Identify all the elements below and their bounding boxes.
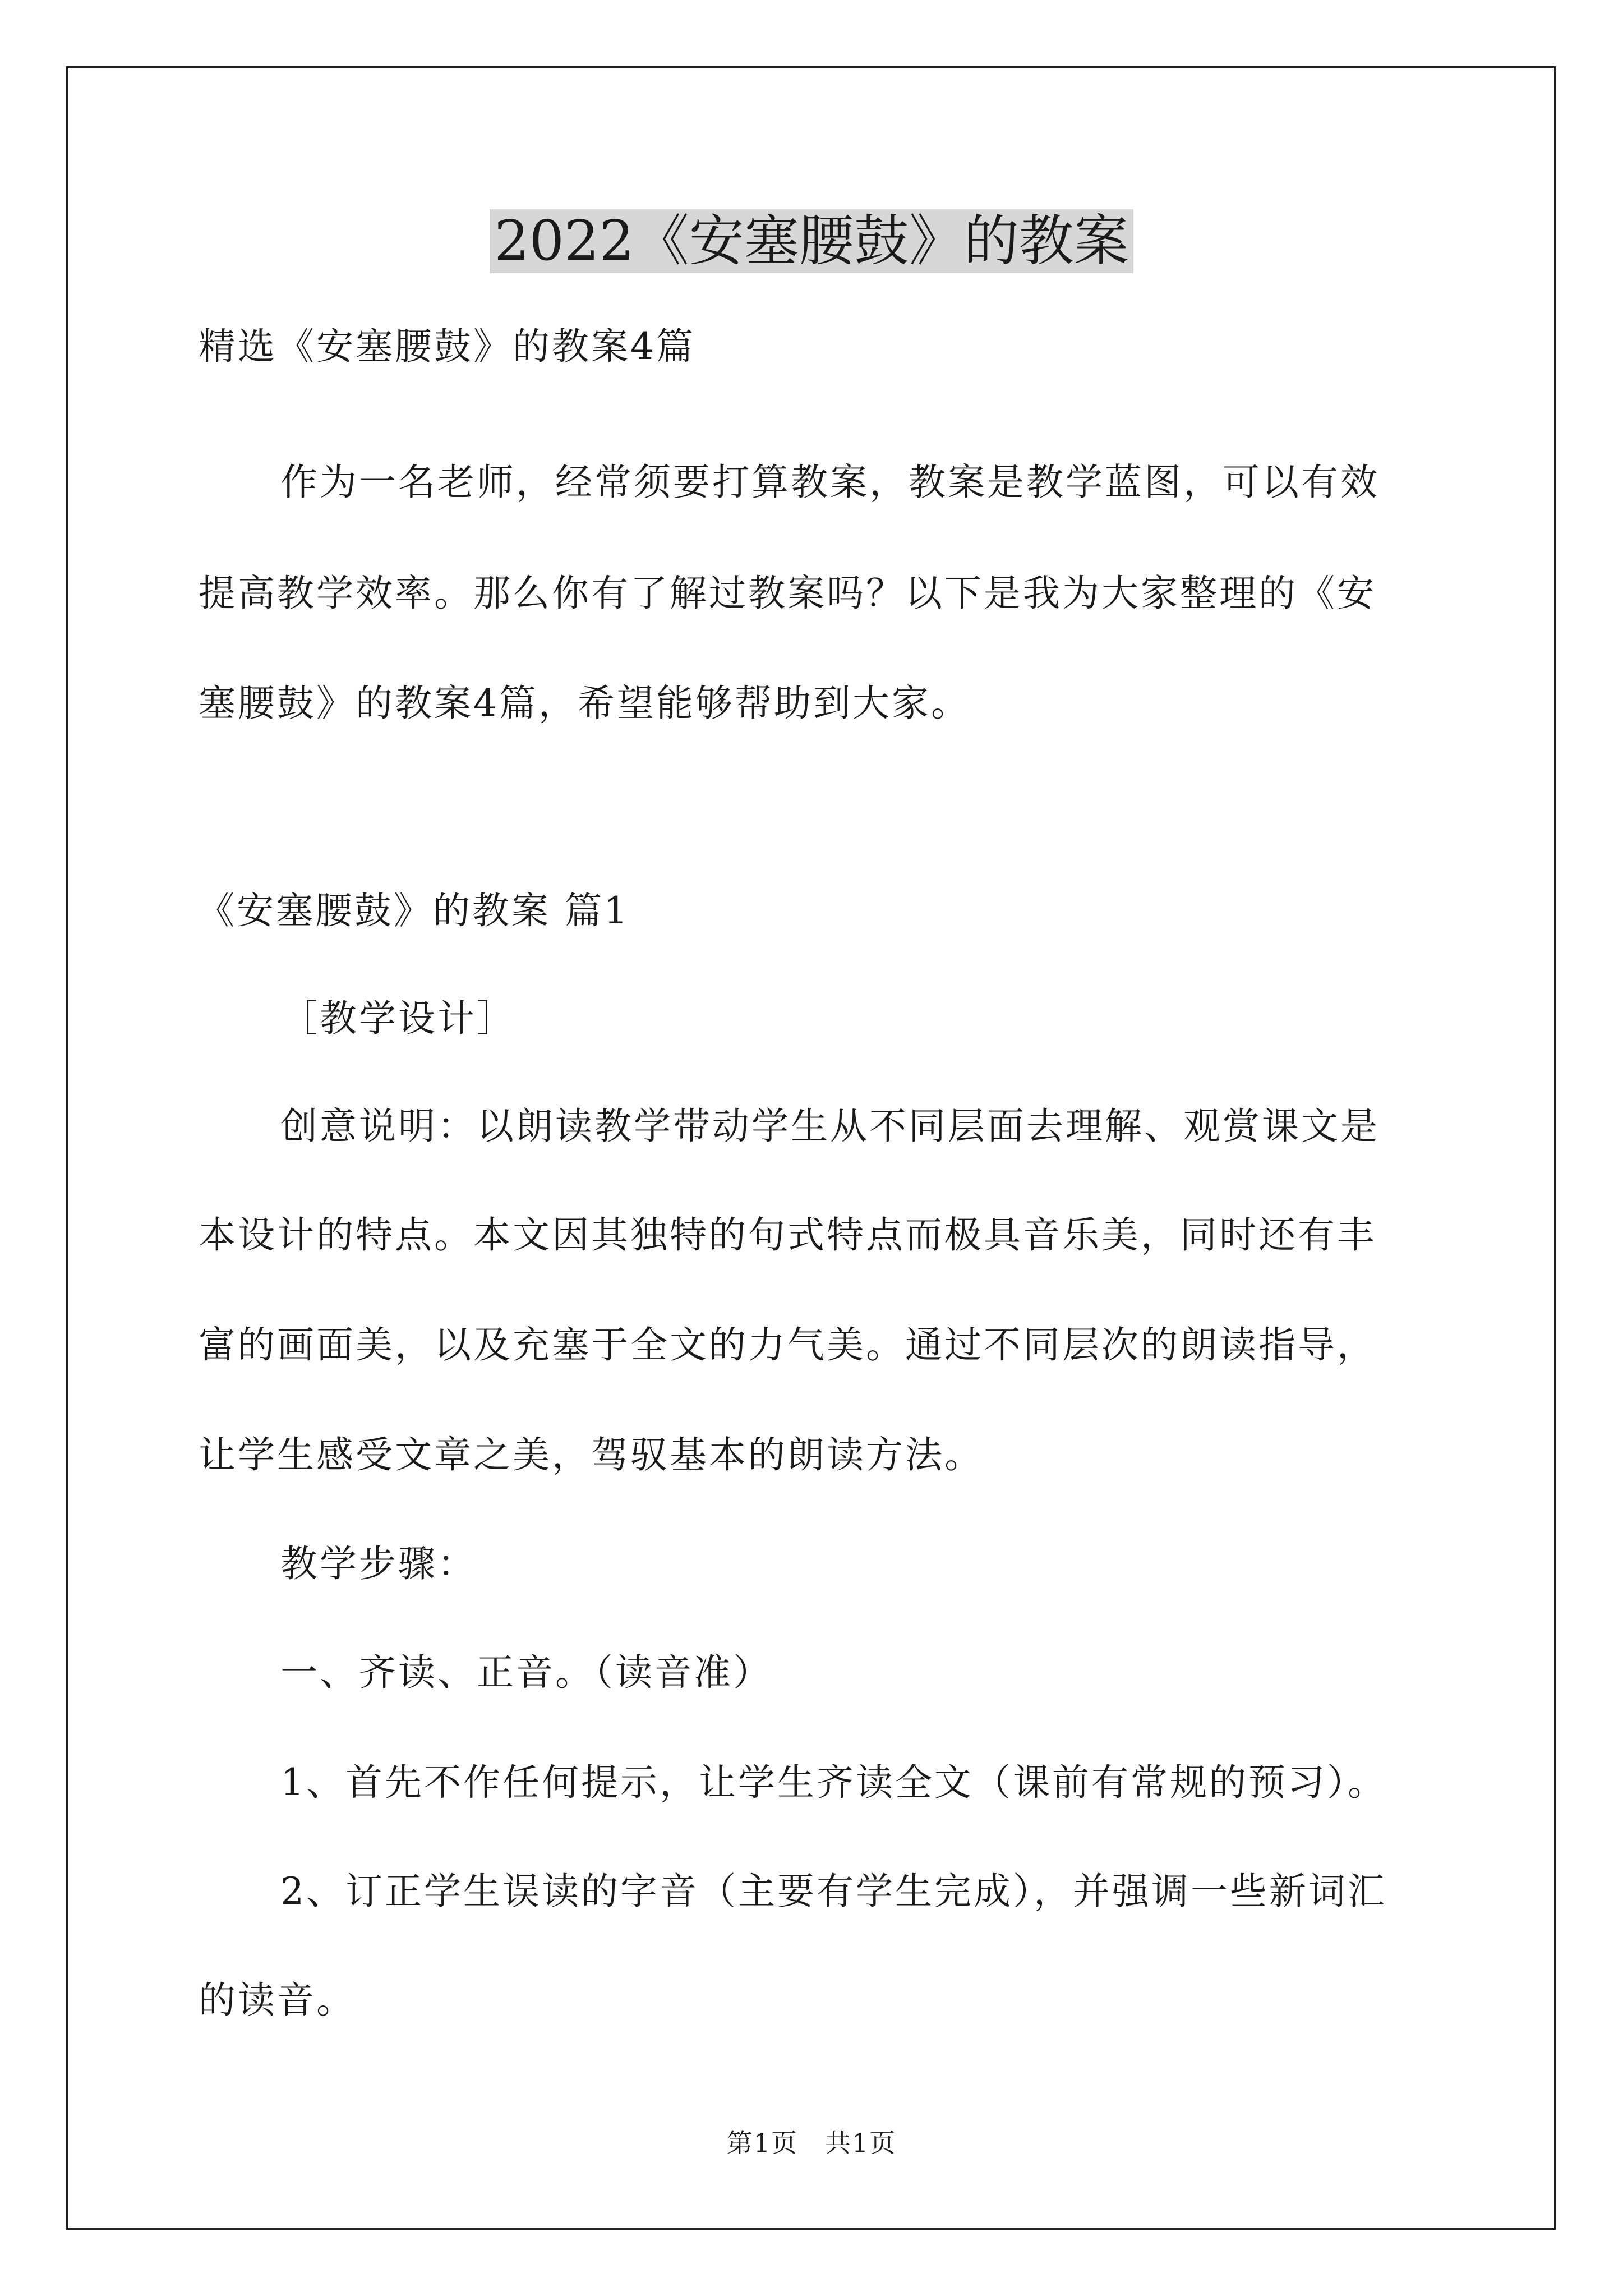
creative-line-2: 本设计的特点。本文因其独特的句式特点而极具音乐美，同时还有丰 (199, 1213, 1376, 1257)
page-footer: 第1页 共1页 (726, 2128, 897, 2158)
intro-line-1: 作为一名老师，经常须要打算教案，教案是教学蓝图，可以有效 (280, 461, 1380, 504)
item-two-line-1: 2、订正学生误读的字音（主要有学生完成），并强调一些新词汇 (280, 1870, 1387, 1913)
intro-line-3: 塞腰鼓》的教案4篇，希望能够帮助到大家。 (199, 682, 970, 725)
intro-line-2: 提高教学效率。那么你有了解过教案吗？以下是我为大家整理的《安 (199, 572, 1376, 615)
document-title (0, 202, 1623, 280)
design-label: ［教学设计］ (280, 997, 516, 1040)
creative-line-1: 创意说明：以朗读教学带动学生从不同层面去理解、观赏课文是 (280, 1105, 1380, 1148)
document-title-text: 2022《安塞腰鼓》的教案 (490, 209, 1133, 273)
creative-line-4: 让学生感受文章之美，驾驭基本的朗读方法。 (199, 1433, 984, 1476)
section-heading: 《安塞腰鼓》的教案 篇1 (197, 889, 630, 932)
item-two-line-2: 的读音。 (199, 1978, 356, 2022)
creative-line-3: 富的画面美，以及充塞于全文的力气美。通过不同层次的朗读指导， (199, 1323, 1376, 1366)
steps-label: 教学步骤： (280, 1542, 477, 1585)
item-one: 1、首先不作任何提示，让学生齐读全文（课前有常规的预习）。 (280, 1761, 1387, 1804)
document-subtitle: 精选《安塞腰鼓》的教案4篇 (199, 325, 695, 368)
step-one: 一、齐读、正音。（读音准） (280, 1651, 772, 1694)
